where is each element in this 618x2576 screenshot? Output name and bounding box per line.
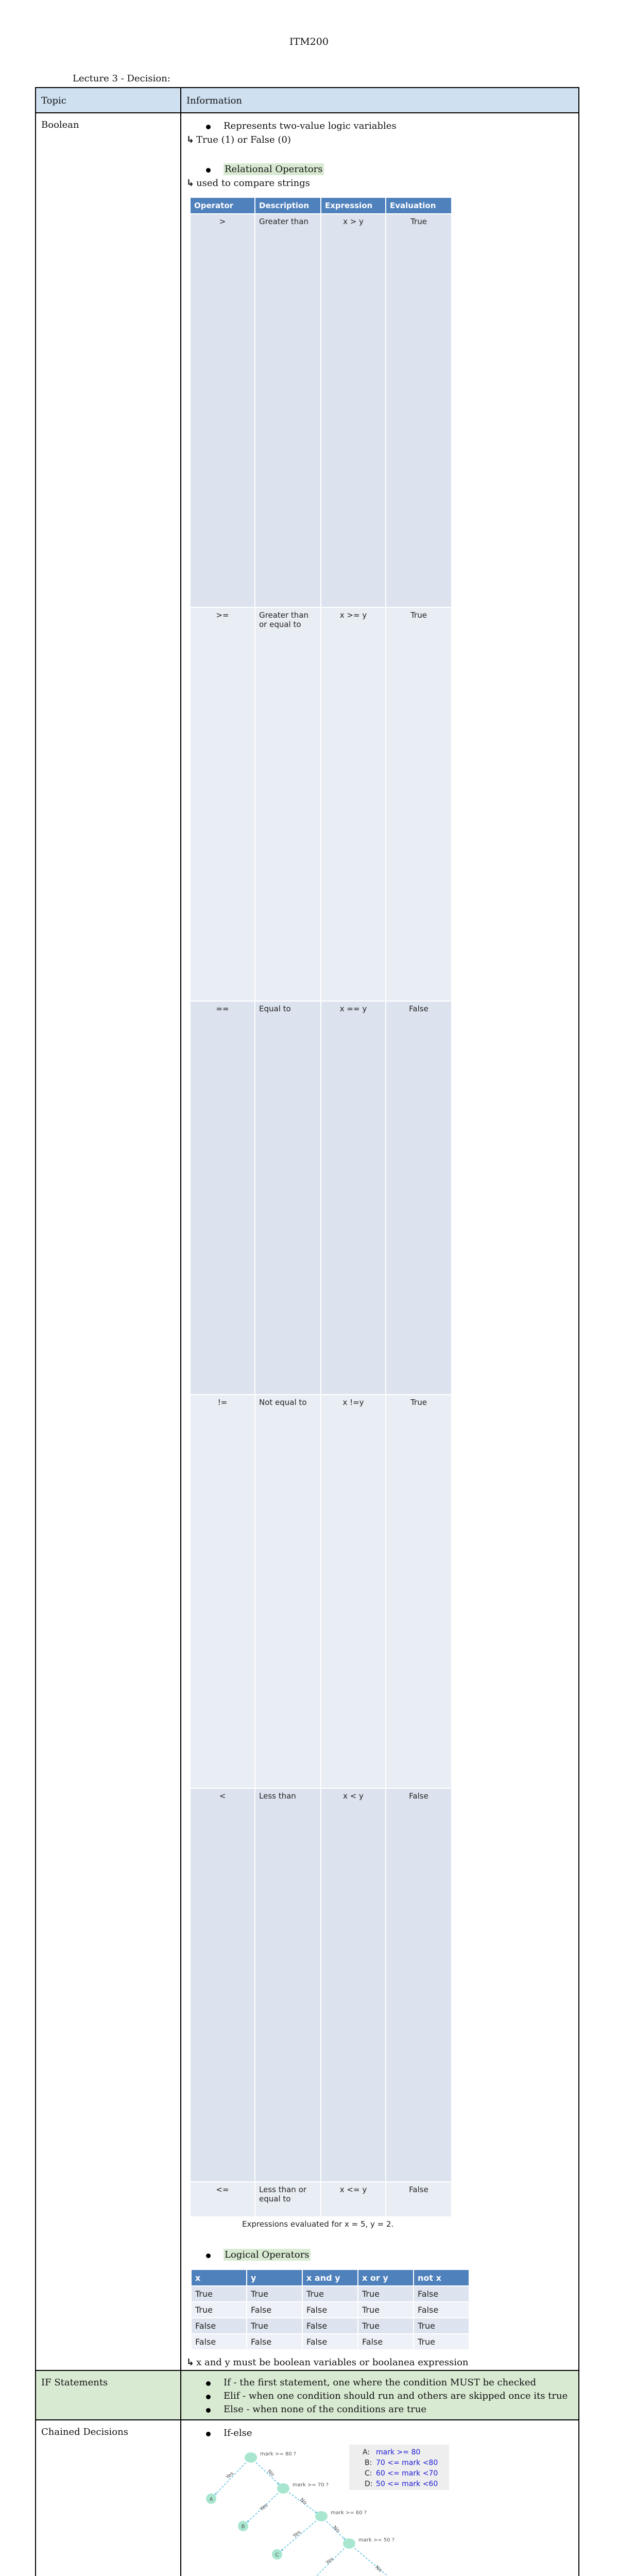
arrow-note-true-false: ↳ True (1) or False (0) [186,134,291,145]
no-edge-label: No [332,2524,341,2534]
table-row: True False False True False [192,2302,469,2317]
topic-header: Topic [36,88,181,113]
logic-header-not: not x [414,2270,469,2285]
no-edge-label: No [299,2497,308,2506]
chained-decisions-row [36,2420,579,2576]
table-row: != Not equal to x !=y True [191,1395,451,1788]
bullet-if: If - the first statement, one where the condition MUST be checked [186,2376,573,2389]
arrowhead-icon [215,2493,217,2495]
relational-caption: Expressions evaluated for x = 5, y = 2. [242,2219,394,2229]
decision-condition-label: mark >= 70 ? [293,2482,329,2488]
yes-edge-label: Yes [259,2502,269,2513]
legend-key: B: [365,2459,372,2467]
bullet-represents: Represents two-value logic variables [186,120,573,133]
bullet-relational-operators: Relational Operators [186,163,573,176]
bullet-elif: Elif - when one condition should run and others are skipped once its true [186,2389,573,2403]
rel-header-expression: Expression [321,198,385,213]
arrow-note-boolean-vars: ↳ x and y must be boolean variables or boolanea expression [186,2357,469,2368]
table-row: > Greater than x > y True [191,214,451,607]
decision-tree-diagram [186,2442,573,2576]
leaf-label: A [209,2497,213,2502]
table-header-row [36,88,579,113]
bullet-else: Else - when none of the conditions are true [186,2403,573,2416]
bullet-if-else: If-else [186,2427,573,2440]
decision-node [245,2452,257,2463]
boolean-topic: Boolean [41,120,79,130]
decision-condition-label: mark >= 60 ? [331,2510,367,2516]
table-row: < Less than x < y False [191,1789,451,2181]
no-edge-label: No [374,2564,383,2574]
lecture-title: Lecture 3 - Decision: [73,73,170,84]
return-arrow-icon: ↳ [186,2357,195,2368]
chained-topic: Chained Decisions [41,2427,128,2437]
leaf-label: B [241,2524,245,2530]
if-info [181,2370,579,2420]
if-topic: IF Statements [41,2377,108,2388]
information-header: Information [181,88,579,113]
rel-header-evaluation: Evaluation [386,198,451,213]
bullet-logical-operators: Logical Operators [186,2248,573,2262]
yes-edge-label: Yes [291,2529,302,2539]
leaf-label: C [275,2552,279,2558]
rel-header-description: Description [255,198,320,213]
table-row: True True True True False [192,2286,469,2301]
legend-value: 60 <= mark <70 [376,2469,438,2478]
legend-value: mark >= 80 [376,2448,421,2456]
yes-edge-label: Yes [225,2470,235,2481]
if-statements-row [36,2370,579,2420]
logical-operators-table [191,2269,470,2350]
no-edge-label: No [266,2468,276,2478]
return-arrow-icon: ↳ [186,134,195,145]
table-row: >= Greater than or equal to x >= y True [191,608,451,1001]
decision-condition-label: mark >= 80 ? [260,2451,297,2457]
arrowhead-icon [281,2549,284,2551]
logic-header-or: x or y [358,2270,413,2285]
legend-key: C: [365,2469,372,2478]
decision-condition-label: mark >= 50 ? [358,2537,395,2543]
legend-key: D: [365,2480,373,2488]
logic-header-y: y [247,2270,302,2285]
legend-key: A: [363,2448,370,2456]
document-header: ITM200 [289,36,329,47]
yes-edge-label: Yes [324,2556,335,2566]
decision-tree-svg [186,2442,578,2576]
notes-table [35,87,579,2576]
decision-node [343,2538,355,2549]
arrow-note-compare: ↳ used to compare strings [186,178,311,189]
boolean-row [36,113,579,2370]
logic-header-x: x [192,2270,246,2285]
table-row: False True False True True [192,2318,469,2333]
logic-header-and: x and y [303,2270,357,2285]
boolean-info [181,113,579,2370]
chained-info [181,2420,579,2576]
table-row: False False False False True [192,2334,469,2349]
rel-header-operator: Operator [191,198,254,213]
relational-operators-table [190,197,452,2217]
legend-value: 70 <= mark <80 [376,2459,438,2467]
legend-value: 50 <= mark <60 [376,2480,438,2488]
return-arrow-icon: ↳ [186,178,195,189]
table-row: <= Less than or equal to x <= y False [191,2182,451,2216]
table-row: == Equal to x == y False [191,1002,451,1394]
tree-edge [349,2544,399,2576]
decision-node [315,2511,328,2521]
decision-node [277,2483,289,2494]
